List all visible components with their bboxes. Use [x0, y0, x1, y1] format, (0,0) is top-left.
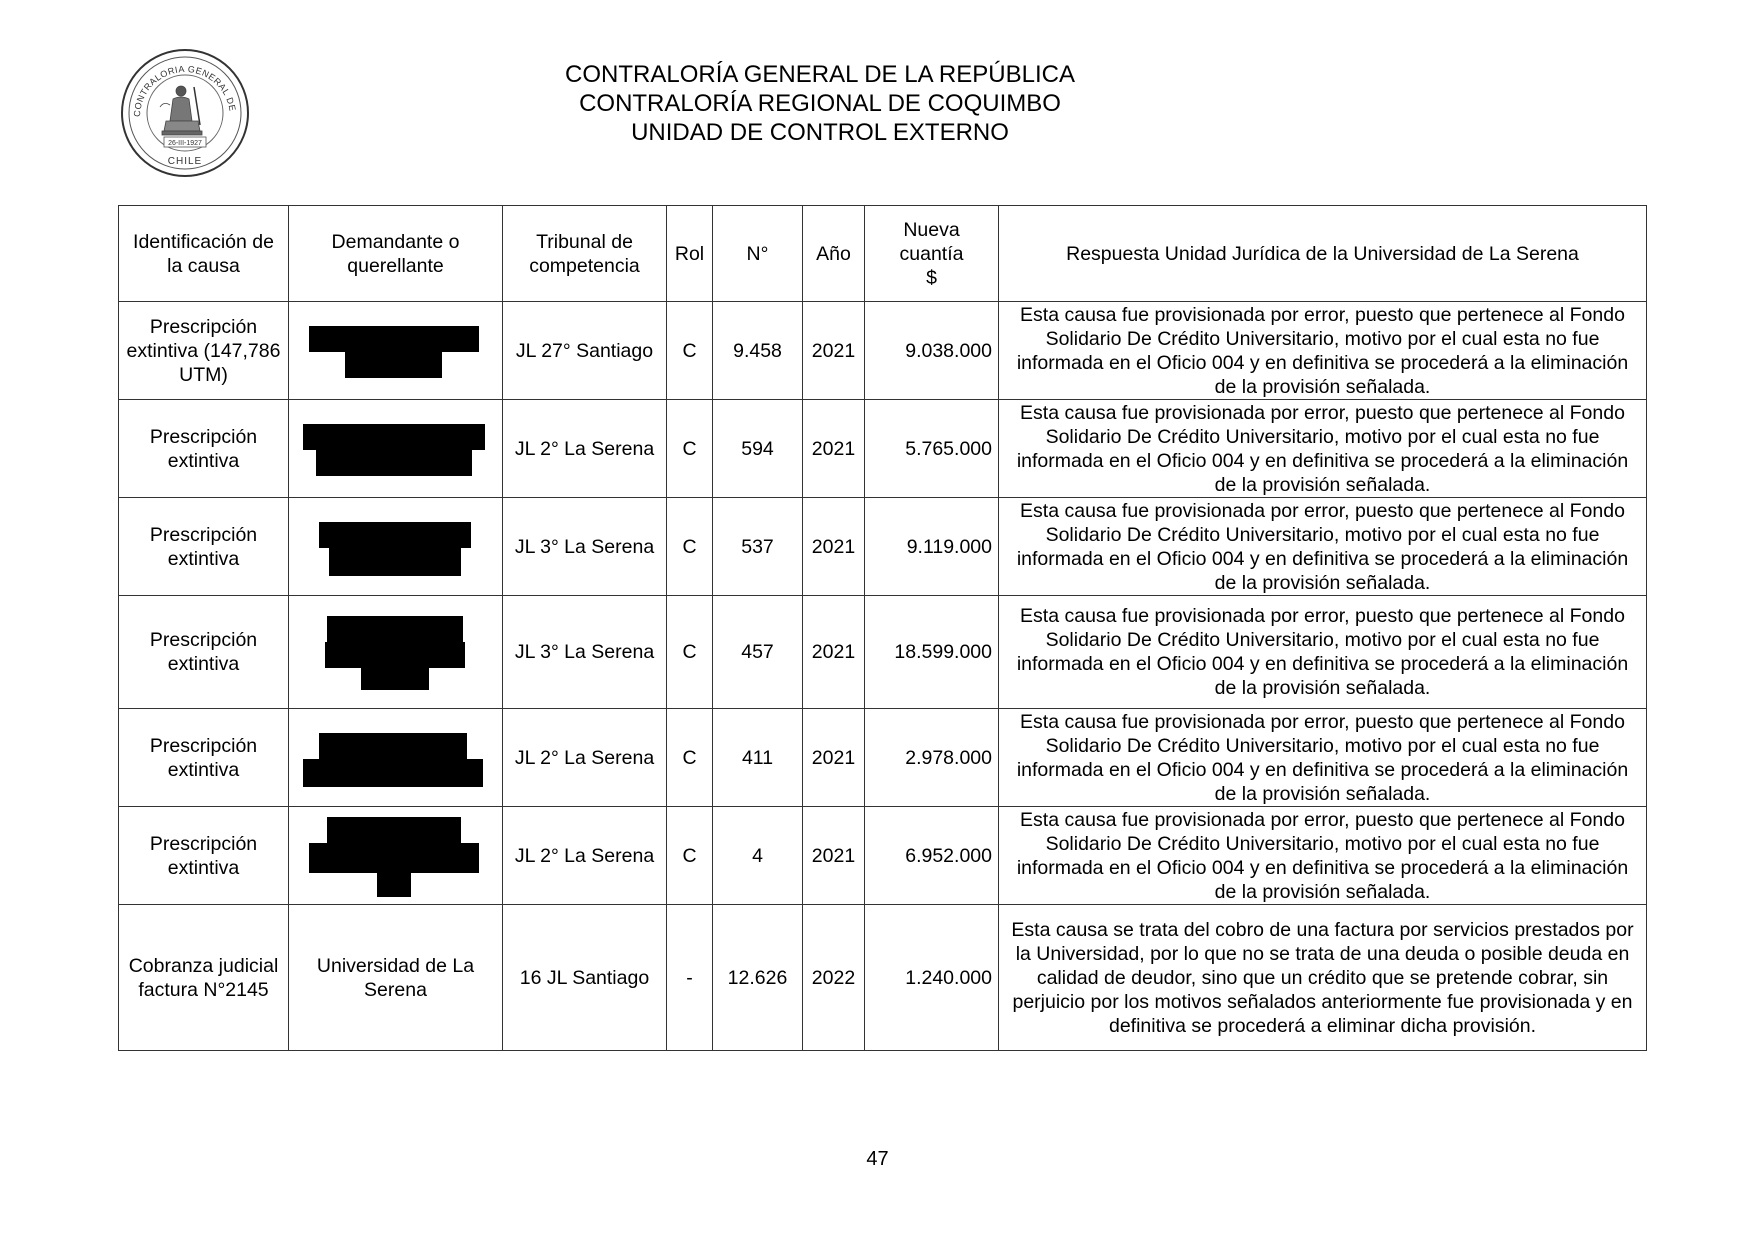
cell-cuantia: 18.599.000: [865, 596, 999, 709]
svg-text:CHILE: CHILE: [167, 156, 203, 167]
redaction-block: [316, 450, 472, 476]
cell-anio: 2021: [803, 400, 865, 498]
cell-respuesta: Esta causa fue provisionada por error, puesto que pertenece al Fondo Solidario De Crédito Universitario, motivo por el cual esta no fue informada en el Oficio 004 y en definitiva se procederá a la eliminación de la provisión señalada.: [999, 498, 1647, 596]
contraloria-seal-logo: [118, 47, 252, 179]
header-tribunal: Tribunal de competencia: [503, 206, 667, 302]
cell-numero: 537: [713, 498, 803, 596]
cell-identificacion: Prescripción extintiva (147,786 UTM): [119, 302, 289, 400]
table-row: [119, 905, 1647, 1051]
cell-rol: C: [667, 400, 713, 498]
cell-numero: 9.458: [713, 302, 803, 400]
header-respuesta: Respuesta Unidad Jurídica de la Universidad de La Serena: [999, 206, 1647, 302]
page-number: 47: [866, 1148, 889, 1170]
header-line-contraloria-general: CONTRALORÍA GENERAL DE LA REPÚBLICA: [565, 61, 1075, 88]
svg-text:26-III-1927: 26-III-1927: [168, 140, 202, 147]
cell-identificacion: Prescripción extintiva: [119, 807, 289, 905]
cell-anio: 2021: [803, 807, 865, 905]
redaction-block: [319, 733, 467, 759]
causas-table: [118, 205, 1647, 1051]
redaction-block: [309, 843, 479, 873]
table-row: [119, 498, 1647, 596]
cell-identificacion: Prescripción extintiva: [119, 498, 289, 596]
cell-demandante-redacted: [289, 709, 503, 807]
table-row: [119, 302, 1647, 400]
header-cuantia: Nueva cuantía $: [865, 206, 999, 302]
cell-tribunal: JL 2° La Serena: [503, 807, 667, 905]
cell-identificacion: Prescripción extintiva: [119, 709, 289, 807]
cell-rol: C: [667, 596, 713, 709]
cell-respuesta: Esta causa fue provisionada por error, puesto que pertenece al Fondo Solidario De Crédito Universitario, motivo por el cual esta no fue informada en el Oficio 004 y en definitiva se procederá a la eliminación de la provisión señalada.: [999, 302, 1647, 400]
cell-respuesta: Esta causa fue provisionada por error, puesto que pertenece al Fondo Solidario De Crédito Universitario, motivo por el cual esta no fue informada en el Oficio 004 y en definitiva se procederá a la eliminación de la provisión señalada.: [999, 709, 1647, 807]
redaction-block: [309, 326, 479, 352]
cell-cuantia: 1.240.000: [865, 905, 999, 1051]
cell-rol: C: [667, 498, 713, 596]
redaction-block: [327, 616, 463, 642]
cell-rol: C: [667, 807, 713, 905]
cell-numero: 457: [713, 596, 803, 709]
cell-numero: 12.626: [713, 905, 803, 1051]
cell-respuesta: Esta causa se trata del cobro de una factura por servicios prestados por la Universidad, por lo que no se trata de una deuda o posible deuda en calidad de deudor, sino que un crédito que se pretende cobrar, sin perjuicio por los motivos señalados anteriormente fue provisionada y en definitiva se procederá a eliminar dicha provisión.: [999, 905, 1647, 1051]
cell-rol: -: [667, 905, 713, 1051]
cell-tribunal: JL 2° La Serena: [503, 709, 667, 807]
redaction-block: [345, 352, 442, 378]
redaction-block: [325, 642, 465, 668]
cell-numero: 411: [713, 709, 803, 807]
cell-demandante-redacted: [289, 498, 503, 596]
redaction-block: [329, 548, 461, 576]
cell-demandante-redacted: [289, 400, 503, 498]
cell-cuantia: 9.119.000: [865, 498, 999, 596]
cell-anio: 2021: [803, 498, 865, 596]
table-row: [119, 709, 1647, 807]
cell-anio: 2021: [803, 709, 865, 807]
cell-cuantia: 6.952.000: [865, 807, 999, 905]
redaction-block: [303, 424, 485, 450]
table-header-row: [119, 206, 1647, 302]
redaction-block: [319, 522, 471, 548]
cell-tribunal: JL 2° La Serena: [503, 400, 667, 498]
cell-cuantia: 9.038.000: [865, 302, 999, 400]
header-anio: Año: [803, 206, 865, 302]
cell-demandante-redacted: [289, 302, 503, 400]
cell-demandante: Universidad de La Serena: [289, 905, 503, 1051]
redaction-block: [377, 873, 411, 897]
cell-rol: C: [667, 302, 713, 400]
cell-respuesta: Esta causa fue provisionada por error, puesto que pertenece al Fondo Solidario De Crédito Universitario, motivo por el cual esta no fue informada en el Oficio 004 y en definitiva se procederá a la eliminación de la provisión señalada.: [999, 400, 1647, 498]
cell-identificacion: Prescripción extintiva: [119, 596, 289, 709]
cell-anio: 2021: [803, 596, 865, 709]
cell-tribunal: JL 3° La Serena: [503, 498, 667, 596]
header-numero: N°: [713, 206, 803, 302]
cell-anio: 2021: [803, 302, 865, 400]
cell-anio: 2022: [803, 905, 865, 1051]
cell-respuesta: Esta causa fue provisionada por error, puesto que pertenece al Fondo Solidario De Crédito Universitario, motivo por el cual esta no fue informada en el Oficio 004 y en definitiva se procederá a la eliminación de la provisión señalada.: [999, 596, 1647, 709]
cell-numero: 594: [713, 400, 803, 498]
table-row: [119, 807, 1647, 905]
cell-rol: C: [667, 709, 713, 807]
cell-tribunal: 16 JL Santiago: [503, 905, 667, 1051]
cell-cuantia: 5.765.000: [865, 400, 999, 498]
document-header: [560, 60, 1080, 147]
table-row: [119, 400, 1647, 498]
redaction-block: [361, 668, 429, 690]
svg-text:CONTRALORIA GENERAL DE LA REPU: CONTRALORIA GENERAL DE: [131, 63, 238, 118]
cell-tribunal: JL 3° La Serena: [503, 596, 667, 709]
cell-identificacion: Prescripción extintiva: [119, 400, 289, 498]
header-demandante: Demandante o querellante: [289, 206, 503, 302]
header-line-unidad: UNIDAD DE CONTROL EXTERNO: [631, 119, 1009, 146]
header-line-contraloria-regional: CONTRALORÍA REGIONAL DE COQUIMBO: [579, 90, 1061, 117]
table-row: [119, 596, 1647, 709]
cell-demandante-redacted: [289, 596, 503, 709]
cell-numero: 4: [713, 807, 803, 905]
cell-cuantia: 2.978.000: [865, 709, 999, 807]
header-rol: Rol: [667, 206, 713, 302]
redaction-block: [303, 759, 483, 787]
cell-demandante-redacted: [289, 807, 503, 905]
cell-identificacion: Cobranza judicial factura N°2145: [119, 905, 289, 1051]
cell-respuesta: Esta causa fue provisionada por error, puesto que pertenece al Fondo Solidario De Crédito Universitario, motivo por el cual esta no fue informada en el Oficio 004 y en definitiva se procederá a la eliminación de la provisión señalada.: [999, 807, 1647, 905]
header-identificacion: Identificación de la causa: [119, 206, 289, 302]
cell-tribunal: JL 27° Santiago: [503, 302, 667, 400]
